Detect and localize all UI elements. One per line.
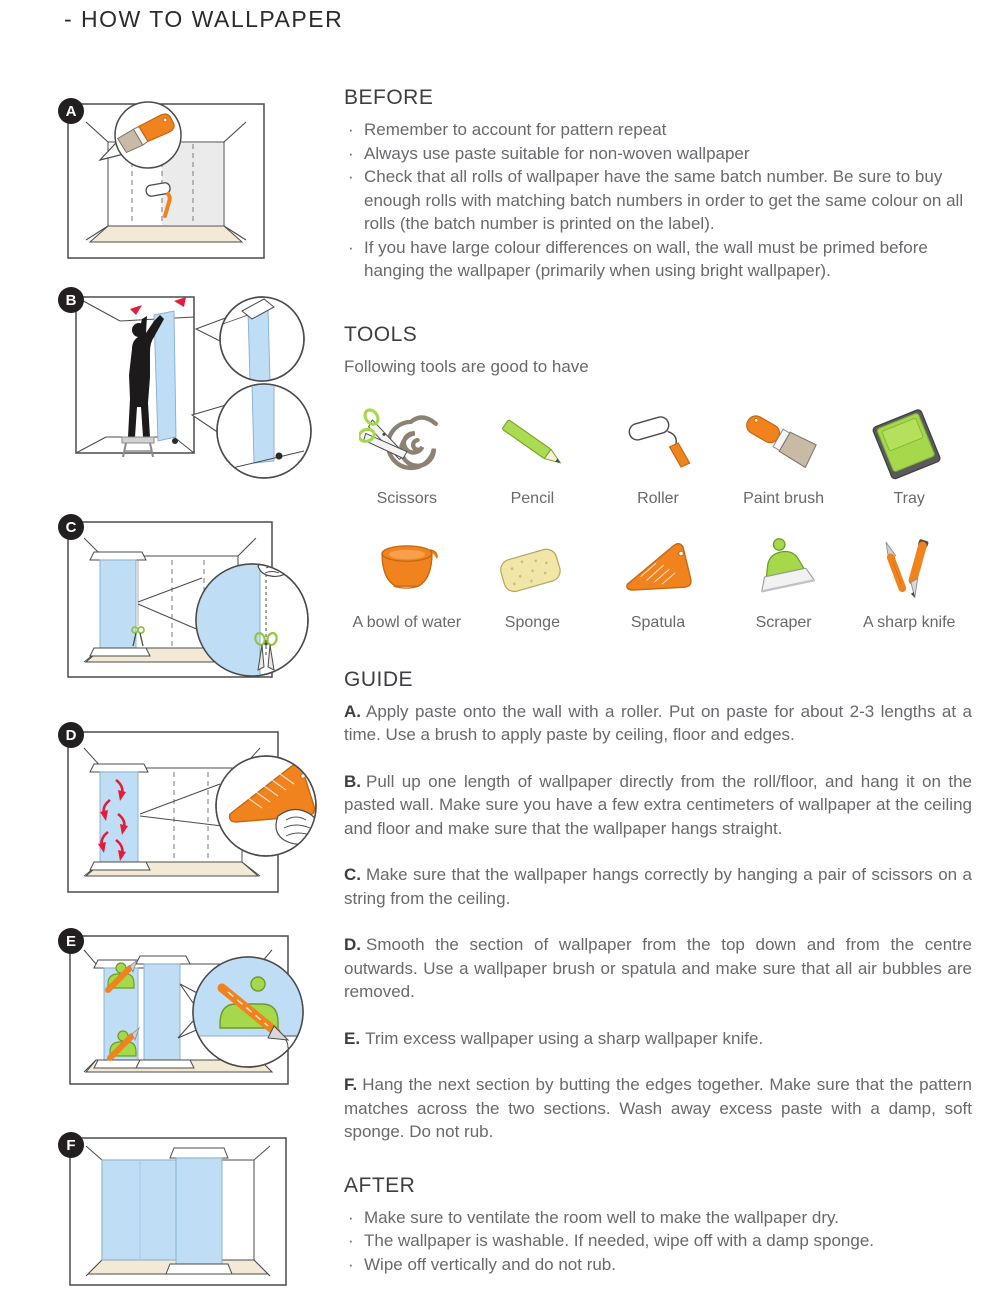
guide-step-e [344, 1027, 972, 1051]
tool-label: Sponge [504, 613, 560, 631]
tools-heading: TOOLS [344, 322, 418, 346]
after-bullet-2 [344, 1229, 972, 1253]
tool-pencil [470, 402, 596, 508]
scraper-icon [736, 526, 832, 606]
tool-bowl-of-water [344, 526, 470, 632]
tool-label: A sharp knife [862, 613, 956, 631]
step-badge-d: D [58, 722, 84, 748]
before-bullet-3 [344, 165, 972, 236]
guide-step-b-text: Pull up one length of wallpaper directly from the roll/floor, and hang it on the pasted wall. Make sure you have a few extra centimeters of wallpaper at the ceiling and floor and make sure that the wallpaper hangs straight. [344, 771, 972, 838]
tool-scissors [344, 402, 470, 508]
guide-step-d-letter: D. [344, 935, 361, 954]
before-bullet-3-text: Check that all rolls of wallpaper have the same batch number. Be sure to buy enough rolls with matching batch numbers in order to get the same colour on all rolls (the batch number is printed on the label). [364, 167, 964, 233]
page-title: - HOW TO WALLPAPER [64, 6, 344, 32]
before-bullet-2 [344, 142, 972, 166]
guide-step-c [344, 863, 972, 910]
after-bullet-2-text: The wallpaper is washable. If needed, wipe off with a damp sponge. [364, 1231, 874, 1250]
sharp-knife-icon [861, 526, 957, 606]
step-badge-c: C [58, 514, 84, 540]
guide-step-f-text: Hang the next section by butting the edges together. Make sure that the pattern matches across the two sections. Wash away excess paste with a damp, soft sponge. Do not rub. [344, 1075, 972, 1141]
step-badge-b: B [58, 287, 84, 313]
after-bullet-3-text: Wipe off vertically and do not rub. [364, 1254, 616, 1274]
guide-step-b-letter: B. [344, 771, 361, 791]
figure-d-illustration [62, 720, 324, 900]
tool-label: Scraper [755, 613, 812, 631]
figure-a-illustration [62, 96, 324, 264]
bullet-dot: · [348, 1207, 354, 1227]
bullet-dot: · [348, 237, 354, 257]
figure-b-illustration [62, 285, 324, 480]
section-guide [344, 668, 972, 1144]
figure-c-illustration [62, 512, 324, 692]
bowl-of-water-icon [359, 526, 455, 606]
tool-scraper [721, 526, 847, 632]
step-badge-a: A [58, 98, 84, 124]
after-bullet-1-text: Make sure to ventilate the room well to make the wallpaper dry. [364, 1207, 839, 1227]
section-after [344, 1174, 972, 1277]
after-bullet-list [344, 1206, 972, 1277]
bullet-dot: · [348, 120, 354, 139]
tool-spatula [595, 526, 721, 632]
guide-step-c-letter: C. [344, 865, 361, 884]
paint-brush-icon [736, 402, 832, 482]
roller-icon [610, 402, 706, 482]
tray-icon [861, 402, 957, 482]
tool-label: Roller [637, 489, 679, 507]
scissors-icon [359, 402, 455, 482]
guide-step-b [344, 770, 972, 841]
guide-heading: GUIDE [344, 667, 414, 691]
after-heading: AFTER [344, 1173, 416, 1197]
figure-step-f [62, 1130, 324, 1293]
bullet-dot: · [348, 143, 354, 163]
after-bullet-1 [344, 1206, 972, 1230]
tool-label: Scissors [376, 489, 438, 507]
before-bullet-list [344, 118, 972, 283]
pencil-icon [484, 402, 580, 482]
tool-sharp-knife [846, 526, 972, 632]
before-bullet-1-text: Remember to account for pattern repeat [364, 120, 667, 139]
content-column [344, 86, 972, 1276]
guide-step-c-text: Make sure that the wallpaper hangs correctly by hanging a pair of scissors on a string from the ceiling. [344, 865, 972, 908]
after-bullet-3 [344, 1253, 972, 1277]
tool-label: Paint brush [743, 489, 825, 507]
tools-subtitle: Following tools are good to have [344, 356, 589, 376]
section-tools [344, 323, 972, 632]
tool-roller [595, 402, 721, 508]
figure-e-illustration [62, 926, 324, 1094]
tool-label: Pencil [510, 489, 555, 507]
sponge-icon [484, 526, 580, 606]
before-bullet-2-text: Always use paste suitable for non-woven wallpaper [364, 143, 750, 163]
bullet-dot: · [348, 1231, 354, 1250]
spatula-icon [610, 526, 706, 606]
before-bullet-4 [344, 236, 972, 283]
guide-step-a [344, 700, 972, 747]
tool-grid [344, 402, 972, 632]
tool-label: Tray [893, 489, 925, 507]
before-bullet-4-text: If you have large colour differences on wall, the wall must be primed before hanging the wallpaper (primarily when using bright wallpaper). [364, 237, 928, 280]
step-badge-f: F [58, 1132, 84, 1158]
tool-label: Spatula [630, 613, 686, 631]
guide-step-f-letter: F. [344, 1075, 358, 1094]
guide-step-f [344, 1073, 972, 1144]
figure-step-a [62, 96, 324, 264]
before-heading: BEFORE [344, 86, 434, 109]
guide-step-d [344, 933, 972, 1004]
section-before [344, 86, 972, 283]
figure-step-c [62, 512, 324, 692]
guide-step-a-text: Apply paste onto the wall with a roller. Put on paste for about 2-3 lengths at a time. Use a brush to apply paste by ceiling, floor and edges. [344, 701, 972, 744]
bullet-dot: · [348, 167, 354, 186]
bullet-dot: · [348, 1254, 354, 1274]
figure-step-b [62, 285, 324, 480]
tool-label: A bowl of water [352, 613, 462, 631]
figure-step-e [62, 926, 324, 1094]
step-badge-e: E [58, 928, 84, 954]
tool-paint-brush [721, 402, 847, 508]
guide-step-d-text: Smooth the section of wallpaper from the top down and from the centre outwards. Use a wallpaper brush or spatula and make sure that all air bubbles are removed. [344, 935, 972, 1001]
guide-step-e-text: Trim excess wallpaper using a sharp wallpaper knife. [365, 1028, 764, 1048]
guide-step-e-letter: E. [344, 1028, 361, 1048]
tool-sponge [470, 526, 596, 632]
figure-step-d [62, 720, 324, 900]
before-bullet-1 [344, 118, 972, 142]
figure-f-illustration [62, 1130, 324, 1293]
guide-step-a-letter: A. [344, 701, 361, 721]
tool-tray [846, 402, 972, 508]
